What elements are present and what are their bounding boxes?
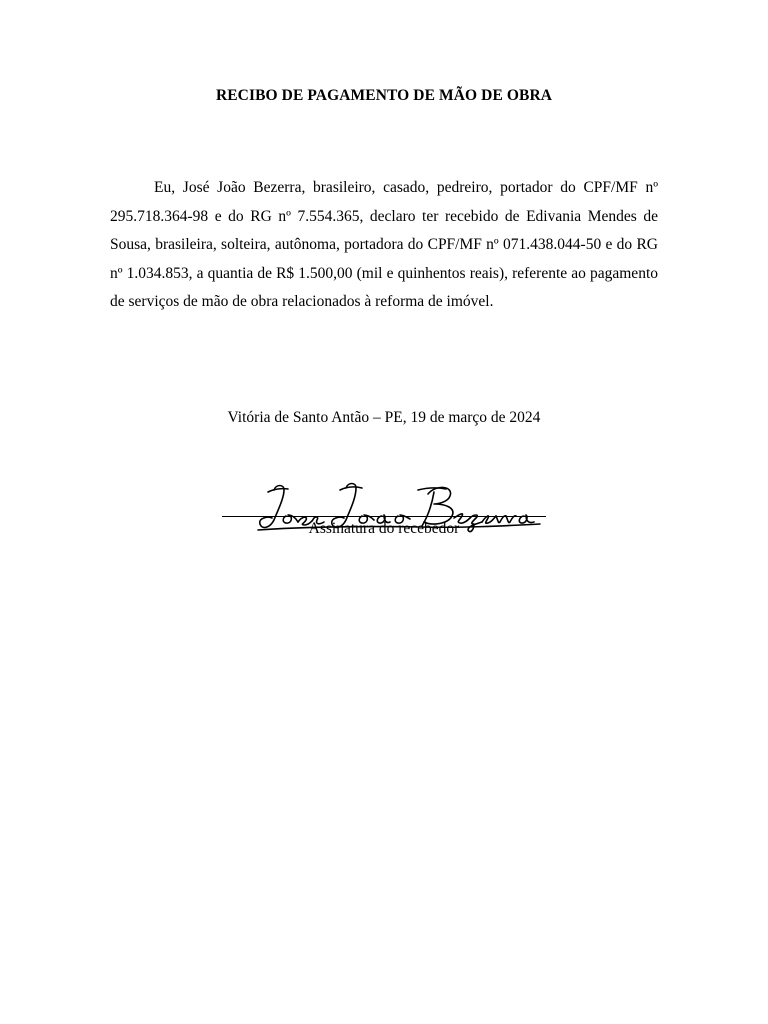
receipt-body-paragraph: Eu, José João Bezerra, brasileiro, casado, pedreiro, portador do CPF/MF nº 295.718.364-98 e do RG nº 7.554.365, declaro ter recebido de Edivania Mendes de Sousa, brasileira, solteira, autônoma, portadora do CPF/MF nº 071.438.044-50 e do RG nº 1.034.853, a quantia de R$ 1.500,00 (mil e quinhentos reais), referente ao pagamento de serviços de mão de obra relacionados à reforma de imóvel. <box>110 179 658 311</box>
place-and-date: Vitória de Santo Antão – PE, 19 de março de 2024 <box>227 409 541 426</box>
signature-label: Assinatura do recebedor <box>308 520 460 537</box>
receipt-title: RECIBO DE PAGAMENTO DE MÃO DE OBRA <box>215 87 553 104</box>
signature-line <box>222 516 546 517</box>
